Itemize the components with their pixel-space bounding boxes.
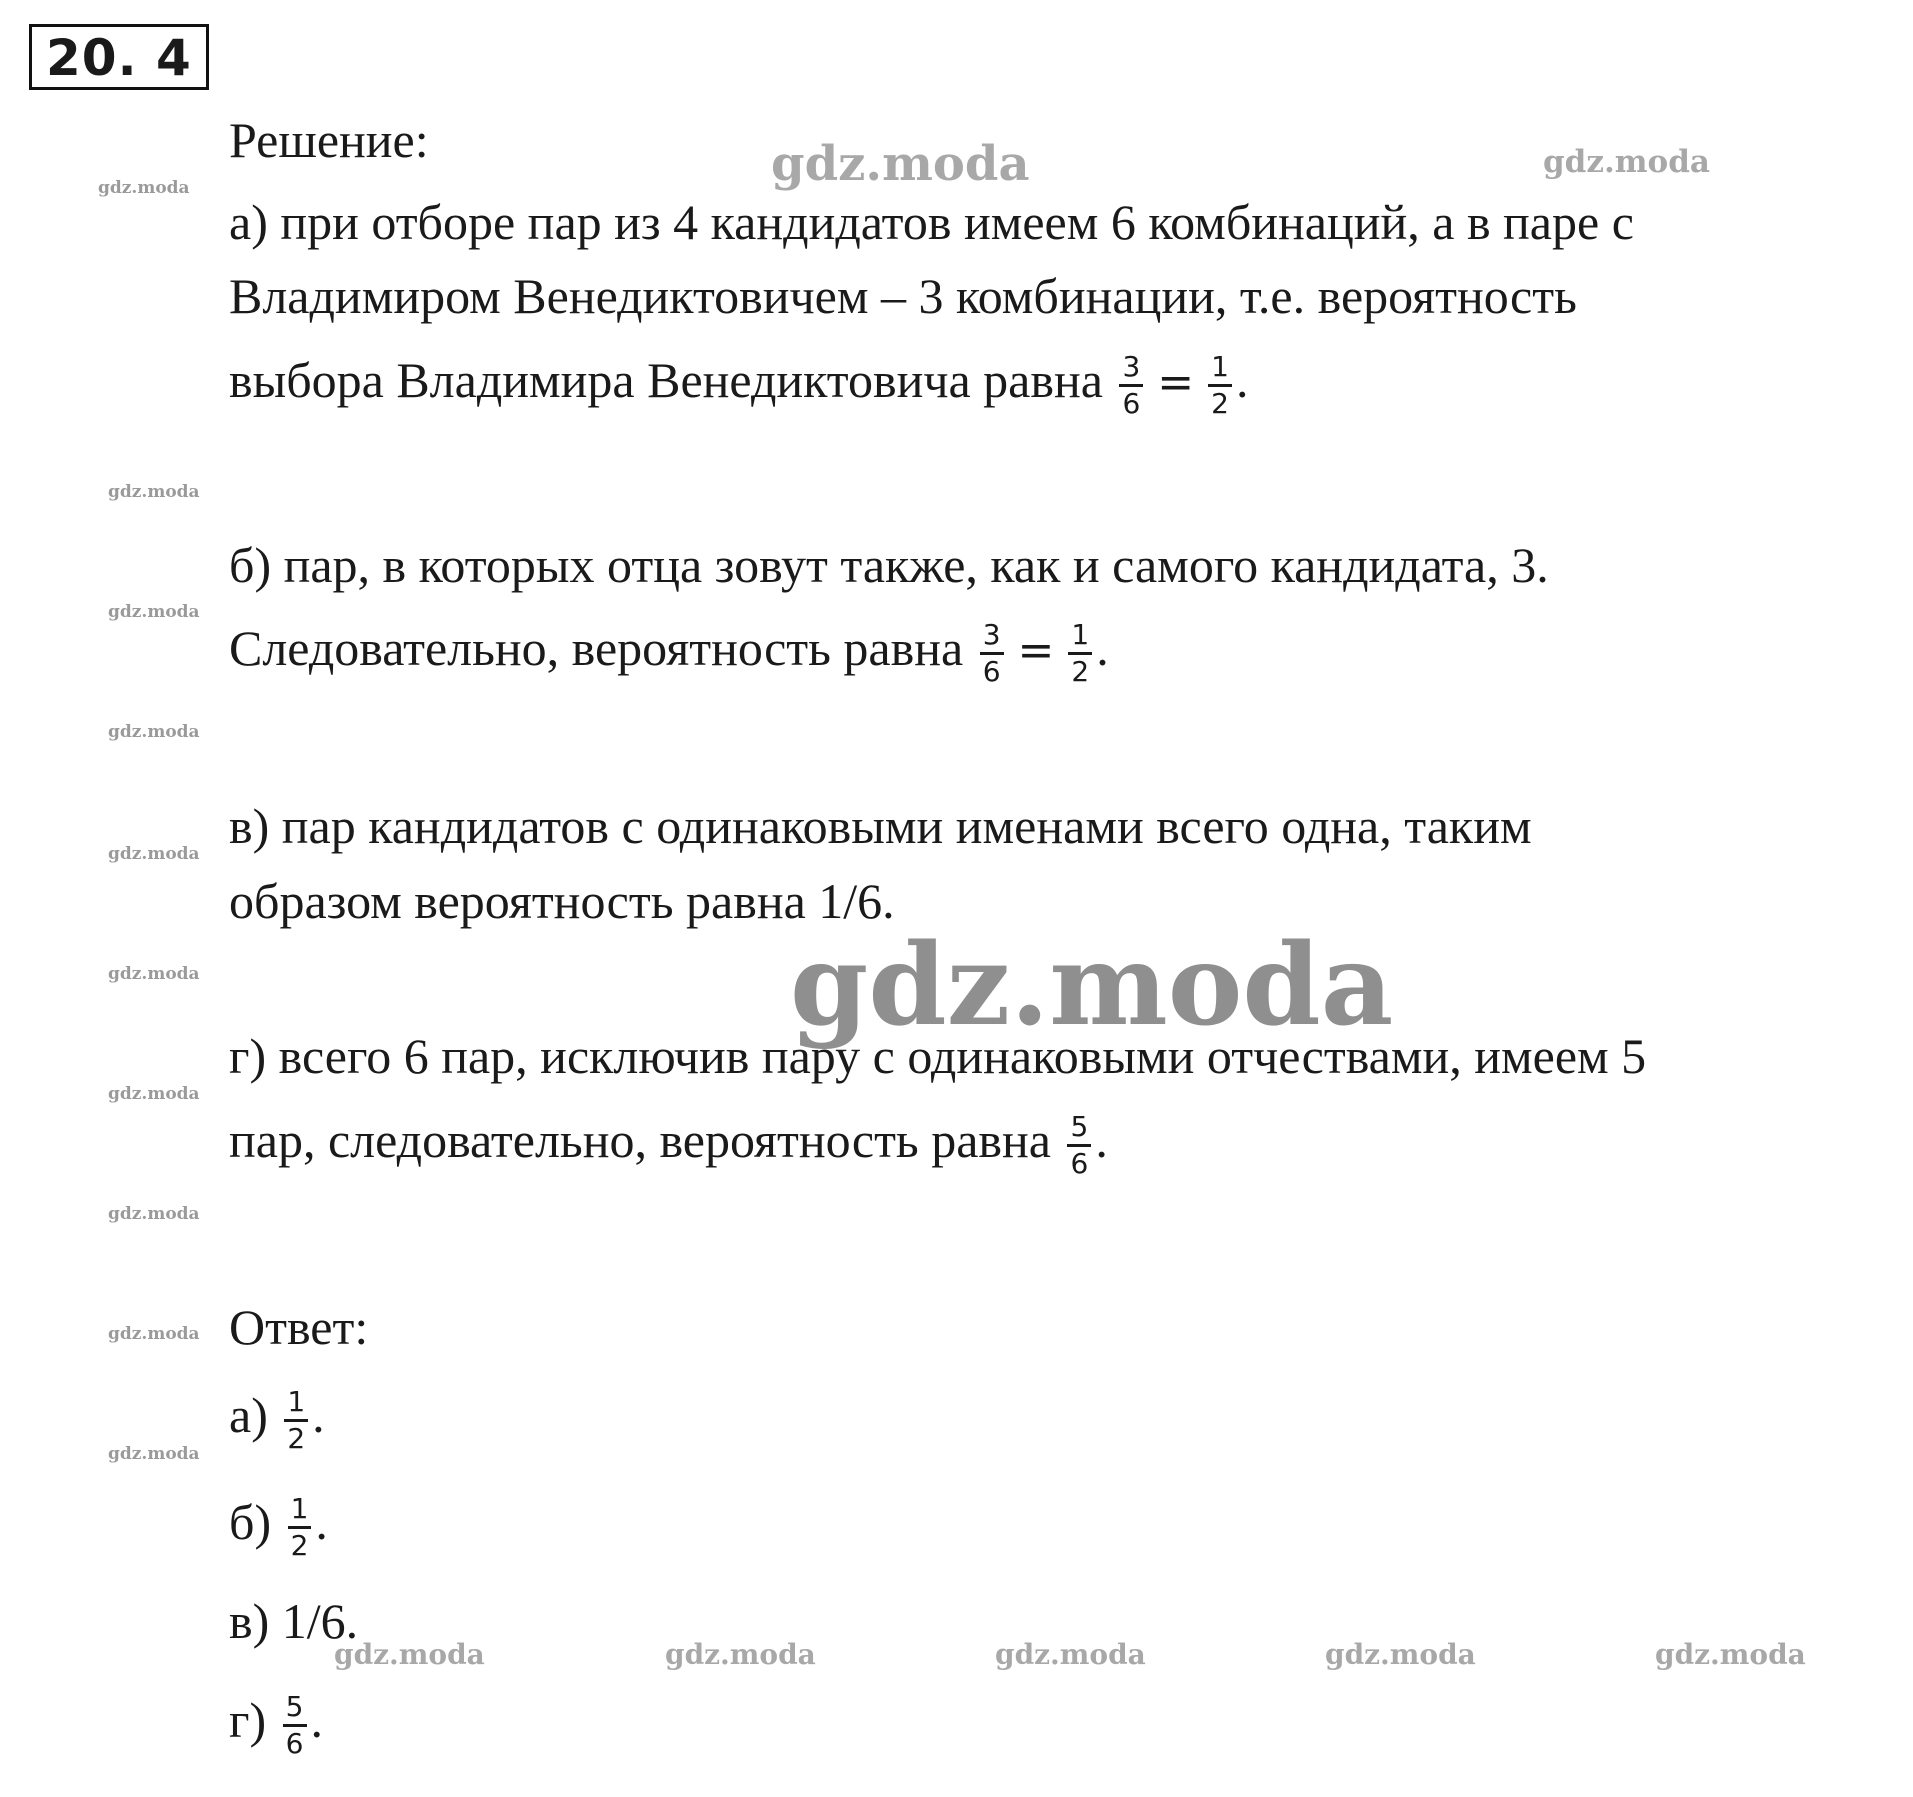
equals-sign: =: [1017, 624, 1055, 676]
answer-a-prefix: а): [229, 1386, 268, 1443]
answer-b-prefix: б): [229, 1493, 272, 1550]
watermark: gdz.moda: [1543, 144, 1710, 180]
answer-g: [229, 1690, 323, 1761]
part-g-line-1: г) всего 6 пар, исключив пару с одинаковыми отчествами, имеем 5: [229, 1028, 1647, 1084]
fraction-numerator: 3: [1119, 350, 1143, 387]
fraction: [1119, 350, 1143, 421]
fraction-denominator: 2: [1071, 655, 1090, 688]
fraction-numerator: 1: [1208, 350, 1232, 387]
fraction-numerator: 1: [1068, 618, 1092, 655]
fraction: [1068, 618, 1092, 689]
watermark: gdz.moda: [995, 1638, 1146, 1671]
watermark: gdz.moda: [334, 1638, 485, 1671]
period: .: [312, 1386, 325, 1443]
watermark: gdz.moda: [771, 136, 1030, 192]
period: .: [1096, 619, 1109, 676]
part-b-line-2: [229, 618, 1109, 689]
watermark: gdz.moda: [108, 1444, 200, 1464]
watermark: gdz.moda: [98, 178, 190, 198]
fraction-numerator: 1: [288, 1492, 312, 1529]
fraction-denominator: 2: [1211, 387, 1229, 420]
part-a-line-2: Владимиром Венедиктовичем – 3 комбинации, т.е. вероятность: [229, 268, 1577, 324]
period: .: [315, 1493, 328, 1550]
fraction-numerator: 5: [1067, 1110, 1091, 1147]
part-v-line-1: в) пар кандидатов с одинаковыми именами всего одна, таким: [229, 798, 1532, 854]
answer-label: Ответ:: [229, 1299, 369, 1355]
watermark: gdz.moda: [1325, 1638, 1476, 1671]
watermark: gdz.moda: [108, 1084, 200, 1104]
watermark: gdz.moda: [108, 1324, 200, 1344]
part-a-line-3: [229, 350, 1248, 421]
part-a-line-1: а) при отборе пар из 4 кандидатов имеем 6 комбинаций, а в паре с: [229, 194, 1634, 250]
watermark: gdz.moda: [1655, 1638, 1806, 1671]
equals-sign: =: [1157, 356, 1195, 408]
watermark: gdz.moda: [790, 920, 1394, 1051]
solution-label: Решение:: [229, 112, 429, 168]
period: .: [1095, 1111, 1108, 1168]
watermark: gdz.moda: [108, 844, 200, 864]
fraction-denominator: 6: [1122, 387, 1141, 420]
answer-a: [229, 1385, 325, 1456]
fraction: [288, 1492, 312, 1563]
fraction: [284, 1385, 308, 1456]
fraction-denominator: 2: [287, 1422, 306, 1455]
answer-v: в) 1/6.: [229, 1593, 359, 1649]
part-a-line-3-text: выбора Владимира Венедиктовича равна: [229, 351, 1103, 408]
fraction-numerator: 5: [283, 1690, 307, 1727]
fraction-denominator: 2: [290, 1529, 309, 1562]
watermark: gdz.moda: [665, 1638, 816, 1671]
watermark: gdz.moda: [108, 964, 200, 984]
fraction-numerator: 1: [284, 1385, 308, 1422]
fraction-denominator: 6: [285, 1727, 304, 1760]
part-b-line-2-text: Следовательно, вероятность равна: [229, 619, 964, 676]
watermark: gdz.moda: [108, 1204, 200, 1224]
fraction-denominator: 6: [1070, 1147, 1089, 1180]
watermark: gdz.moda: [108, 602, 200, 622]
problem-number: 20. 4: [29, 24, 209, 90]
part-g-line-2: [229, 1110, 1108, 1181]
answer-b: [229, 1492, 328, 1563]
part-v-line-2: образом вероятность равна 1/6.: [229, 873, 895, 929]
part-g-line-2-text: пар, следовательно, вероятность равна: [229, 1111, 1051, 1168]
watermark: gdz.moda: [108, 722, 200, 742]
fraction: [980, 618, 1004, 689]
fraction-numerator: 3: [980, 618, 1004, 655]
fraction-denominator: 6: [982, 655, 1001, 688]
fraction: [1208, 350, 1232, 421]
period: .: [310, 1691, 323, 1748]
fraction: [283, 1690, 307, 1761]
part-b-line-1: б) пар, в которых отца зовут также, как и самого кандидата, 3.: [229, 537, 1549, 593]
watermark: gdz.moda: [108, 482, 200, 502]
fraction: [1067, 1110, 1091, 1181]
period: .: [1235, 351, 1249, 408]
answer-g-prefix: г): [229, 1691, 267, 1748]
